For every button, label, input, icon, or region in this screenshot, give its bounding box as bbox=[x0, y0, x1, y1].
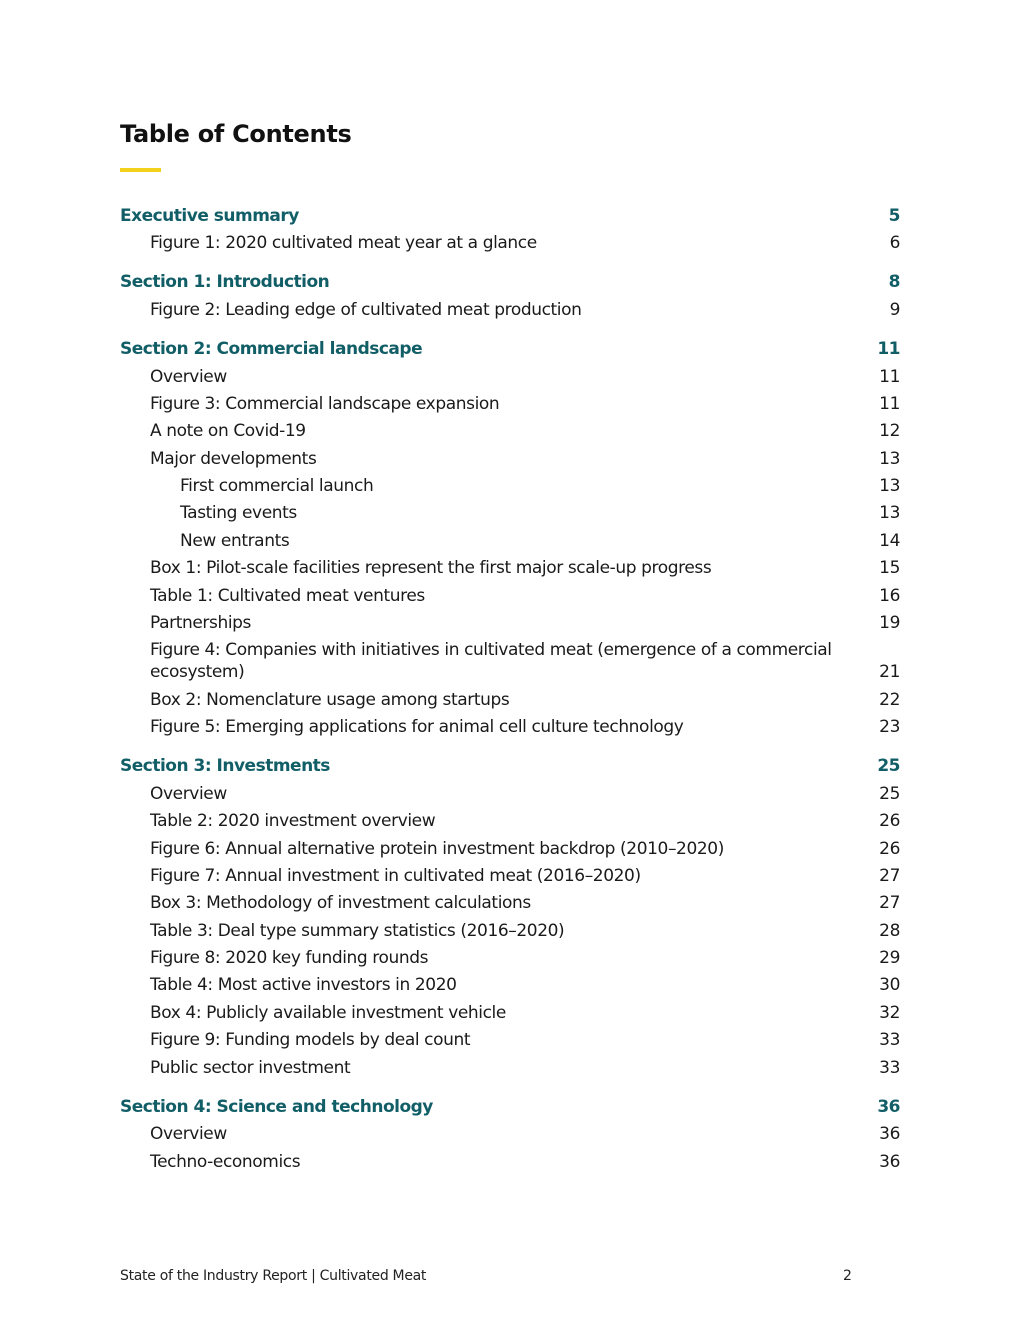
toc-entry[interactable] bbox=[120, 713, 900, 740]
toc-entry-label: Overview bbox=[150, 1124, 227, 1145]
toc-entry-page: 27 bbox=[879, 865, 900, 886]
toc-entry-page: 26 bbox=[879, 838, 900, 859]
toc-entry[interactable] bbox=[120, 917, 900, 944]
toc-entry-label: Techno-economics bbox=[150, 1151, 301, 1172]
toc-entry[interactable] bbox=[120, 472, 900, 499]
toc-entry[interactable] bbox=[120, 862, 900, 889]
toc-entry-page: 32 bbox=[879, 1002, 900, 1023]
toc-entry[interactable] bbox=[120, 296, 900, 323]
toc-entry-page: 9 bbox=[889, 299, 900, 320]
toc-entry-page: 16 bbox=[879, 585, 900, 606]
toc-entry[interactable] bbox=[120, 418, 900, 445]
toc-entry-page: 23 bbox=[879, 717, 900, 738]
toc-entry-page: 36 bbox=[879, 1151, 900, 1172]
toc-entry-page: 6 bbox=[889, 233, 900, 254]
toc-entry-label: Tasting events bbox=[180, 503, 297, 524]
toc-entry-page: 14 bbox=[879, 530, 900, 551]
toc-entry-page: 25 bbox=[877, 756, 900, 777]
toc-entry-page: 15 bbox=[879, 558, 900, 579]
toc-entry-label: Overview bbox=[150, 783, 227, 804]
toc-entry[interactable] bbox=[120, 445, 900, 472]
toc-section-entry[interactable] bbox=[120, 336, 900, 363]
toc-entry[interactable] bbox=[120, 390, 900, 417]
toc-entry[interactable] bbox=[120, 500, 900, 527]
toc-entry-page: 11 bbox=[879, 366, 900, 387]
toc-entry[interactable] bbox=[120, 835, 900, 862]
toc-entry[interactable] bbox=[120, 944, 900, 971]
toc-entry[interactable] bbox=[120, 1121, 900, 1148]
toc-entry-label: Section 1: Introduction bbox=[120, 272, 330, 293]
toc-entry-label: Box 2: Nomenclature usage among startups bbox=[150, 689, 510, 710]
toc-entry-page: 36 bbox=[879, 1124, 900, 1145]
toc-entry[interactable] bbox=[120, 972, 900, 999]
toc-entry-label: Table 1: Cultivated meat ventures bbox=[150, 585, 425, 606]
toc-section-entry[interactable] bbox=[120, 269, 900, 296]
toc-entry-page: 13 bbox=[879, 503, 900, 524]
toc-entry-page: 13 bbox=[879, 476, 900, 497]
toc-entry-label: Figure 4: Companies with initiatives in cultivated meat (emergence of a commercial ecosystem) bbox=[150, 640, 832, 683]
toc-entry[interactable] bbox=[120, 780, 900, 807]
toc-entry-label: Figure 9: Funding models by deal count bbox=[150, 1030, 471, 1051]
toc-entry-label: Public sector investment bbox=[150, 1057, 351, 1078]
toc-entry-label: First commercial launch bbox=[180, 476, 374, 497]
toc-entry[interactable] bbox=[120, 637, 900, 686]
toc-entry-page: 21 bbox=[879, 662, 900, 683]
toc-entry-page: 33 bbox=[879, 1030, 900, 1051]
toc-entry-label: Figure 7: Annual investment in cultivated meat (2016–2020) bbox=[150, 865, 641, 886]
toc-entry-label: Section 3: Investments bbox=[120, 756, 330, 777]
toc-entry-page: 11 bbox=[877, 339, 900, 360]
toc-entry-label: Major developments bbox=[150, 448, 317, 469]
toc-entry[interactable] bbox=[120, 808, 900, 835]
toc-entry-label: Table 2: 2020 investment overview bbox=[150, 811, 436, 832]
toc-entry-label: Figure 2: Leading edge of cultivated meat production bbox=[150, 299, 582, 320]
toc-entry-label: Box 1: Pilot-scale facilities represent the first major scale-up progress bbox=[150, 558, 712, 579]
toc-entry-label: Executive summary bbox=[120, 205, 299, 226]
toc-entry-label: Figure 1: 2020 cultivated meat year at a glance bbox=[150, 233, 537, 254]
toc-entry-label: Section 2: Commercial landscape bbox=[120, 339, 423, 360]
footer-report-title: State of the Industry Report | Cultivated Meat bbox=[120, 1268, 427, 1284]
toc-entry[interactable] bbox=[120, 1054, 900, 1081]
toc-entry-page: 19 bbox=[879, 612, 900, 633]
toc-entry-page: 28 bbox=[879, 920, 900, 941]
toc-entry-label: Figure 3: Commercial landscape expansion bbox=[150, 393, 500, 414]
toc-entry-page: 25 bbox=[879, 783, 900, 804]
toc-entry-page: 29 bbox=[879, 948, 900, 969]
toc-entry[interactable] bbox=[120, 890, 900, 917]
toc-entry[interactable] bbox=[120, 1027, 900, 1054]
toc-entry-label: Overview bbox=[150, 366, 227, 387]
title-accent-bar bbox=[120, 168, 161, 172]
footer-page-number: 2 bbox=[843, 1268, 852, 1284]
toc-entry[interactable] bbox=[120, 609, 900, 636]
toc-entry[interactable] bbox=[120, 582, 900, 609]
toc-entry[interactable] bbox=[120, 363, 900, 390]
toc-entry-page: 33 bbox=[879, 1057, 900, 1078]
toc-section-entry[interactable] bbox=[120, 753, 900, 780]
toc-entry[interactable] bbox=[120, 999, 900, 1026]
toc-entry-page: 30 bbox=[879, 975, 900, 996]
toc-entry-label: Box 4: Publicly available investment vehicle bbox=[150, 1002, 506, 1023]
page-title: Table of Contents bbox=[120, 120, 352, 148]
toc-entry-label: Table 3: Deal type summary statistics (2016–2020) bbox=[150, 920, 565, 941]
toc-entry[interactable] bbox=[120, 1148, 900, 1175]
toc-entry-label: Table 4: Most active investors in 2020 bbox=[150, 975, 457, 996]
toc-entry-label: Section 4: Science and technology bbox=[120, 1096, 433, 1117]
toc-entry-page: 5 bbox=[888, 205, 900, 226]
toc-entry-page: 13 bbox=[879, 448, 900, 469]
toc-entry-label: Figure 6: Annual alternative protein investment backdrop (2010–2020) bbox=[150, 838, 724, 859]
toc-entry[interactable] bbox=[120, 229, 900, 256]
toc-entry-page: 26 bbox=[879, 811, 900, 832]
toc-entry-label: Partnerships bbox=[150, 612, 251, 633]
toc-entry-page: 11 bbox=[879, 393, 900, 414]
toc-entry-label: New entrants bbox=[180, 530, 290, 551]
toc-entry-label: Figure 8: 2020 key funding rounds bbox=[150, 948, 429, 969]
toc-entry[interactable] bbox=[120, 686, 900, 713]
toc-entry[interactable] bbox=[120, 527, 900, 554]
toc-entry-page: 27 bbox=[879, 893, 900, 914]
toc-entry-label: Box 3: Methodology of investment calculations bbox=[150, 893, 531, 914]
toc-section-entry[interactable] bbox=[120, 202, 900, 229]
toc-entry[interactable] bbox=[120, 555, 900, 582]
toc-entry-label: Figure 5: Emerging applications for animal cell culture technology bbox=[150, 717, 684, 738]
toc-entry-page: 8 bbox=[888, 272, 900, 293]
toc-entry-label: A note on Covid-19 bbox=[150, 421, 306, 442]
table-of-contents bbox=[120, 202, 900, 1175]
toc-entry-page: 12 bbox=[879, 421, 900, 442]
toc-entry-page: 22 bbox=[879, 689, 900, 710]
toc-entry-page: 36 bbox=[877, 1096, 900, 1117]
toc-section-entry[interactable] bbox=[120, 1093, 900, 1120]
